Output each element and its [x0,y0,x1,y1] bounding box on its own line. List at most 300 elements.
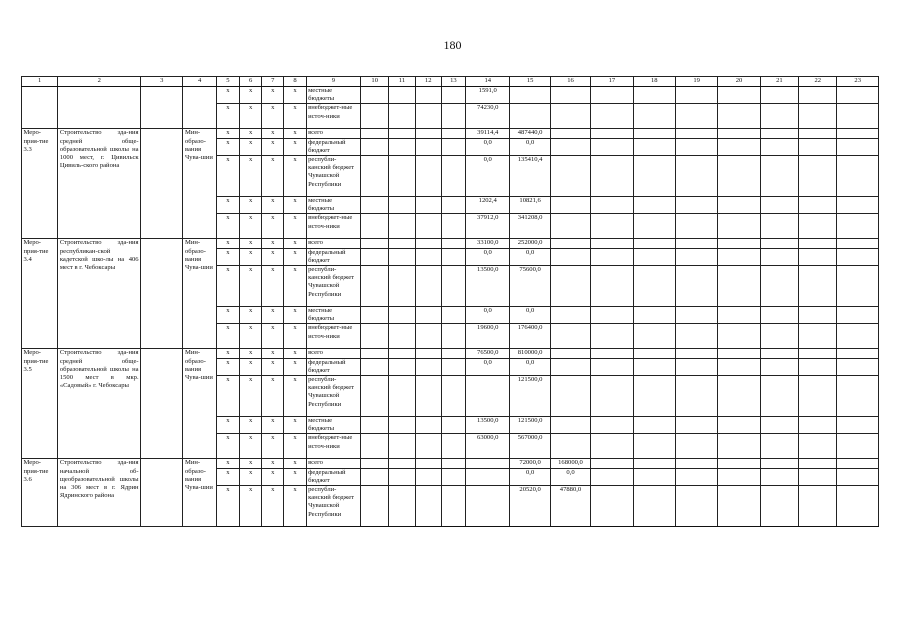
value-cell-15 [510,87,550,104]
code-cell: x [216,129,239,138]
cell-col-21 [760,87,798,104]
cell-col-20 [718,156,760,197]
cell-col-22 [799,417,837,434]
column-header-2: 2 [58,77,141,87]
cell-col-20 [718,248,760,265]
code-cell: x [216,248,239,265]
cell-col-10 [361,459,389,468]
cell-col-20 [718,129,760,138]
value-cell-16 [550,197,590,214]
value-cell-14 [466,376,510,417]
cell-col-18 [633,417,675,434]
cell-col-13 [441,349,465,358]
cell-col-11 [389,129,415,138]
cell-col-17 [591,358,633,375]
code-cell: x [239,459,261,468]
column-header-7: 7 [262,77,284,87]
column-header-10: 10 [361,77,389,87]
value-cell-14: 0,0 [466,358,510,375]
cell-col-12 [415,486,441,527]
table-body [22,87,879,527]
value-cell-15: 341208,0 [510,214,550,239]
cell-col-10 [361,376,389,417]
cell-col-17 [591,138,633,155]
code-cell: x [262,307,284,324]
value-cell-16 [550,239,590,248]
code-cell: x [262,156,284,197]
cell-col-13 [441,468,465,485]
cell-col-22 [799,324,837,349]
cell-col-12 [415,156,441,197]
cell-col-22 [799,459,837,468]
column-header-19: 19 [675,77,717,87]
cell-col-22 [799,266,837,307]
funding-source-cell: всего [306,129,361,138]
cell-col-21 [760,239,798,248]
cell-col-11 [389,434,415,459]
cell-col-3 [141,87,183,129]
cell-col-23 [837,129,879,138]
column-header-14: 14 [466,77,510,87]
table-row [22,239,879,248]
code-cell: x [284,468,306,485]
page-number: 180 [443,38,462,52]
cell-col-21 [760,129,798,138]
value-cell-14: 37912,0 [466,214,510,239]
code-cell: x [284,239,306,248]
cell-col-21 [760,266,798,307]
cell-col-19 [675,459,717,468]
cell-col-10 [361,239,389,248]
value-cell-15: 176400,0 [510,324,550,349]
cell-col-22 [799,307,837,324]
value-cell-16 [550,358,590,375]
code-cell: x [262,138,284,155]
cell-col-18 [633,156,675,197]
cell-col-17 [591,87,633,104]
cell-col-13 [441,197,465,214]
executor-cell: Мин-образо-вания Чува-шии [183,349,216,459]
cell-col-13 [441,324,465,349]
code-cell: x [216,197,239,214]
cell-col-10 [361,129,389,138]
cell-col-19 [675,486,717,527]
value-cell-14: 0,0 [466,138,510,155]
value-cell-16 [550,376,590,417]
cell-col-13 [441,358,465,375]
description-cell: Строительство зда-ния начальной об-щеобразовательной школы на 306 мест в г. Ядрин Ядринского района [58,459,141,527]
cell-col-23 [837,266,879,307]
code-cell: x [239,129,261,138]
cell-col-13 [441,434,465,459]
cell-col-13 [441,87,465,104]
cell-col-20 [718,358,760,375]
cell-col-20 [718,87,760,104]
code-cell: x [262,486,284,527]
code-cell: x [284,138,306,155]
value-cell-16 [550,324,590,349]
cell-col-19 [675,129,717,138]
cell-col-21 [760,468,798,485]
code-cell: x [216,87,239,104]
cell-col-10 [361,434,389,459]
value-cell-14: 0,0 [466,156,510,197]
cell-col-19 [675,324,717,349]
cell-col-13 [441,156,465,197]
value-cell-16: 168000,0 [550,459,590,468]
cell-col-17 [591,214,633,239]
cell-col-22 [799,104,837,129]
cell-col-10 [361,156,389,197]
cell-col-11 [389,266,415,307]
cell-col-11 [389,417,415,434]
cell-col-22 [799,156,837,197]
funding-source-cell: федеральный бюджет [306,358,361,375]
cell-col-18 [633,87,675,104]
cell-col-20 [718,324,760,349]
cell-col-18 [633,434,675,459]
code-cell: x [284,156,306,197]
code-cell: x [284,87,306,104]
code-cell: x [216,214,239,239]
cell-col-13 [441,138,465,155]
cell-col-11 [389,197,415,214]
value-cell-15: 0,0 [510,138,550,155]
value-cell-15: 0,0 [510,307,550,324]
column-header-18: 18 [633,77,675,87]
value-cell-15: 567000,0 [510,434,550,459]
cell-col-21 [760,307,798,324]
cell-col-18 [633,307,675,324]
cell-col-19 [675,376,717,417]
funding-source-cell: местные бюджеты [306,197,361,214]
code-cell: x [239,376,261,417]
value-cell-14: 1591,0 [466,87,510,104]
code-cell: x [284,324,306,349]
cell-col-22 [799,349,837,358]
cell-col-21 [760,214,798,239]
column-header-1: 1 [22,77,58,87]
cell-col-23 [837,248,879,265]
table-row [22,129,879,138]
column-header-15: 15 [510,77,550,87]
cell-col-10 [361,104,389,129]
column-header-16: 16 [550,77,590,87]
description-cell: Строительство зда-ния средней обще-образовательной школы на 1000 мест, г. Цивильск Цивиль-ского района [58,129,141,239]
measure-cell [22,87,58,129]
cell-col-20 [718,138,760,155]
value-cell-15: 121500,0 [510,376,550,417]
code-cell: x [216,468,239,485]
column-header-6: 6 [239,77,261,87]
value-cell-15: 0,0 [510,358,550,375]
cell-col-12 [415,376,441,417]
cell-col-10 [361,358,389,375]
cell-col-11 [389,104,415,129]
value-cell-16 [550,87,590,104]
value-cell-15: 135410,4 [510,156,550,197]
code-cell: x [239,349,261,358]
funding-source-cell: внебюджет-ные источ-ники [306,214,361,239]
funding-source-cell: всего [306,239,361,248]
cell-col-11 [389,214,415,239]
code-cell: x [284,459,306,468]
table-row [22,349,879,358]
cell-col-17 [591,417,633,434]
code-cell: x [262,87,284,104]
cell-col-13 [441,486,465,527]
cell-col-10 [361,417,389,434]
funding-source-cell: внебюджет-ные источ-ники [306,434,361,459]
cell-col-18 [633,129,675,138]
cell-col-11 [389,87,415,104]
value-cell-15: 72000,0 [510,459,550,468]
funding-source-cell: внебюджет-ные источ-ники [306,104,361,129]
code-cell: x [216,156,239,197]
cell-col-12 [415,349,441,358]
description-cell: Строительство зда-ния республикан-ской кадетской шко-лы на 406 мест в г. Чебоксары [58,239,141,349]
value-cell-16 [550,266,590,307]
code-cell: x [262,214,284,239]
column-header-17: 17 [591,77,633,87]
cell-col-23 [837,486,879,527]
cell-col-22 [799,434,837,459]
cell-col-19 [675,214,717,239]
cell-col-23 [837,87,879,104]
cell-col-19 [675,138,717,155]
cell-col-13 [441,376,465,417]
cell-col-23 [837,324,879,349]
funding-source-cell: всего [306,459,361,468]
cell-col-17 [591,434,633,459]
value-cell-14 [466,468,510,485]
code-cell: x [262,324,284,349]
column-header-22: 22 [799,77,837,87]
column-header-23: 23 [837,77,879,87]
value-cell-14: 76500,0 [466,349,510,358]
cell-col-12 [415,459,441,468]
code-cell: x [284,376,306,417]
value-cell-16 [550,307,590,324]
description-cell [58,87,141,129]
code-cell: x [262,358,284,375]
cell-col-20 [718,434,760,459]
cell-col-12 [415,434,441,459]
cell-col-17 [591,248,633,265]
value-cell-14: 0,0 [466,248,510,265]
cell-col-13 [441,129,465,138]
cell-col-11 [389,324,415,349]
cell-col-19 [675,468,717,485]
cell-col-10 [361,486,389,527]
cell-col-21 [760,376,798,417]
cell-col-12 [415,417,441,434]
cell-col-13 [441,307,465,324]
value-cell-14: 74230,0 [466,104,510,129]
cell-col-19 [675,87,717,104]
cell-col-18 [633,266,675,307]
code-cell: x [216,358,239,375]
value-cell-15: 10821,6 [510,197,550,214]
cell-col-20 [718,104,760,129]
code-cell: x [262,248,284,265]
cell-col-20 [718,376,760,417]
code-cell: x [262,197,284,214]
cell-col-20 [718,214,760,239]
cell-col-17 [591,468,633,485]
cell-col-12 [415,138,441,155]
value-cell-14: 63000,0 [466,434,510,459]
column-header-20: 20 [718,77,760,87]
code-cell: x [239,248,261,265]
code-cell: x [239,486,261,527]
code-cell: x [262,129,284,138]
cell-col-3 [141,129,183,239]
column-header-11: 11 [389,77,415,87]
cell-col-18 [633,358,675,375]
cell-col-22 [799,376,837,417]
value-cell-14: 1202,4 [466,197,510,214]
cell-col-23 [837,104,879,129]
cell-col-18 [633,138,675,155]
value-cell-16 [550,129,590,138]
cell-col-18 [633,486,675,527]
code-cell: x [216,417,239,434]
cell-col-18 [633,214,675,239]
cell-col-18 [633,468,675,485]
cell-col-19 [675,349,717,358]
value-cell-16 [550,248,590,265]
value-cell-15: 810000,0 [510,349,550,358]
cell-col-23 [837,349,879,358]
code-cell: x [239,307,261,324]
funding-source-cell: местные бюджеты [306,87,361,104]
cell-col-21 [760,434,798,459]
cell-col-17 [591,239,633,248]
funding-source-cell: республи-канский бюджет Чувашской Республики [306,376,361,417]
code-cell: x [284,104,306,129]
cell-col-11 [389,459,415,468]
value-cell-15: 252000,0 [510,239,550,248]
code-cell: x [284,486,306,527]
column-header-4: 4 [183,77,216,87]
cell-col-20 [718,197,760,214]
cell-col-20 [718,417,760,434]
code-cell: x [239,156,261,197]
cell-col-12 [415,358,441,375]
cell-col-17 [591,459,633,468]
cell-col-18 [633,324,675,349]
value-cell-14: 33100,0 [466,239,510,248]
cell-col-18 [633,459,675,468]
cell-col-12 [415,266,441,307]
code-cell: x [239,468,261,485]
code-cell: x [239,104,261,129]
cell-col-13 [441,214,465,239]
cell-col-11 [389,156,415,197]
code-cell: x [284,358,306,375]
cell-col-19 [675,197,717,214]
cell-col-17 [591,104,633,129]
value-cell-15: 75600,0 [510,266,550,307]
cell-col-21 [760,459,798,468]
cell-col-23 [837,358,879,375]
value-cell-16 [550,434,590,459]
cell-col-23 [837,156,879,197]
cell-col-19 [675,156,717,197]
code-cell: x [284,129,306,138]
code-cell: x [216,459,239,468]
cell-col-10 [361,307,389,324]
description-cell: Строительство зда-ния средней обще-образовательной школы на 1500 мест в мкр. «Садовый» г. Чебоксары [58,349,141,459]
cell-col-10 [361,248,389,265]
code-cell: x [284,434,306,459]
code-cell: x [284,197,306,214]
cell-col-19 [675,248,717,265]
cell-col-23 [837,307,879,324]
cell-col-11 [389,307,415,324]
cell-col-22 [799,486,837,527]
cell-col-12 [415,324,441,349]
cell-col-22 [799,214,837,239]
cell-col-18 [633,239,675,248]
value-cell-16: 0,0 [550,468,590,485]
cell-col-11 [389,239,415,248]
cell-col-12 [415,197,441,214]
code-cell: x [262,376,284,417]
funding-source-cell: местные бюджеты [306,417,361,434]
cell-col-12 [415,214,441,239]
cell-col-20 [718,239,760,248]
cell-col-23 [837,459,879,468]
funding-source-cell: республи-канский бюджет Чувашской Республики [306,156,361,197]
column-header-5: 5 [216,77,239,87]
cell-col-13 [441,104,465,129]
code-cell: x [262,349,284,358]
cell-col-23 [837,417,879,434]
measure-cell: Меро-прия-тие 3.5 [22,349,58,459]
cell-col-17 [591,307,633,324]
cell-col-20 [718,349,760,358]
cell-col-21 [760,248,798,265]
code-cell: x [262,239,284,248]
cell-col-12 [415,239,441,248]
value-cell-16 [550,138,590,155]
cell-col-13 [441,266,465,307]
column-header-row [22,77,879,87]
cell-col-12 [415,87,441,104]
value-cell-14: 39114,4 [466,129,510,138]
cell-col-23 [837,214,879,239]
code-cell: x [216,104,239,129]
code-cell: x [262,417,284,434]
code-cell: x [239,417,261,434]
cell-col-11 [389,376,415,417]
code-cell: x [239,358,261,375]
code-cell: x [239,87,261,104]
cell-col-19 [675,266,717,307]
cell-col-23 [837,376,879,417]
code-cell: x [284,349,306,358]
cell-col-11 [389,248,415,265]
value-cell-16 [550,214,590,239]
cell-col-23 [837,468,879,485]
cell-col-20 [718,468,760,485]
cell-col-21 [760,138,798,155]
value-cell-15: 487440,0 [510,129,550,138]
cell-col-19 [675,239,717,248]
value-cell-14: 0,0 [466,307,510,324]
